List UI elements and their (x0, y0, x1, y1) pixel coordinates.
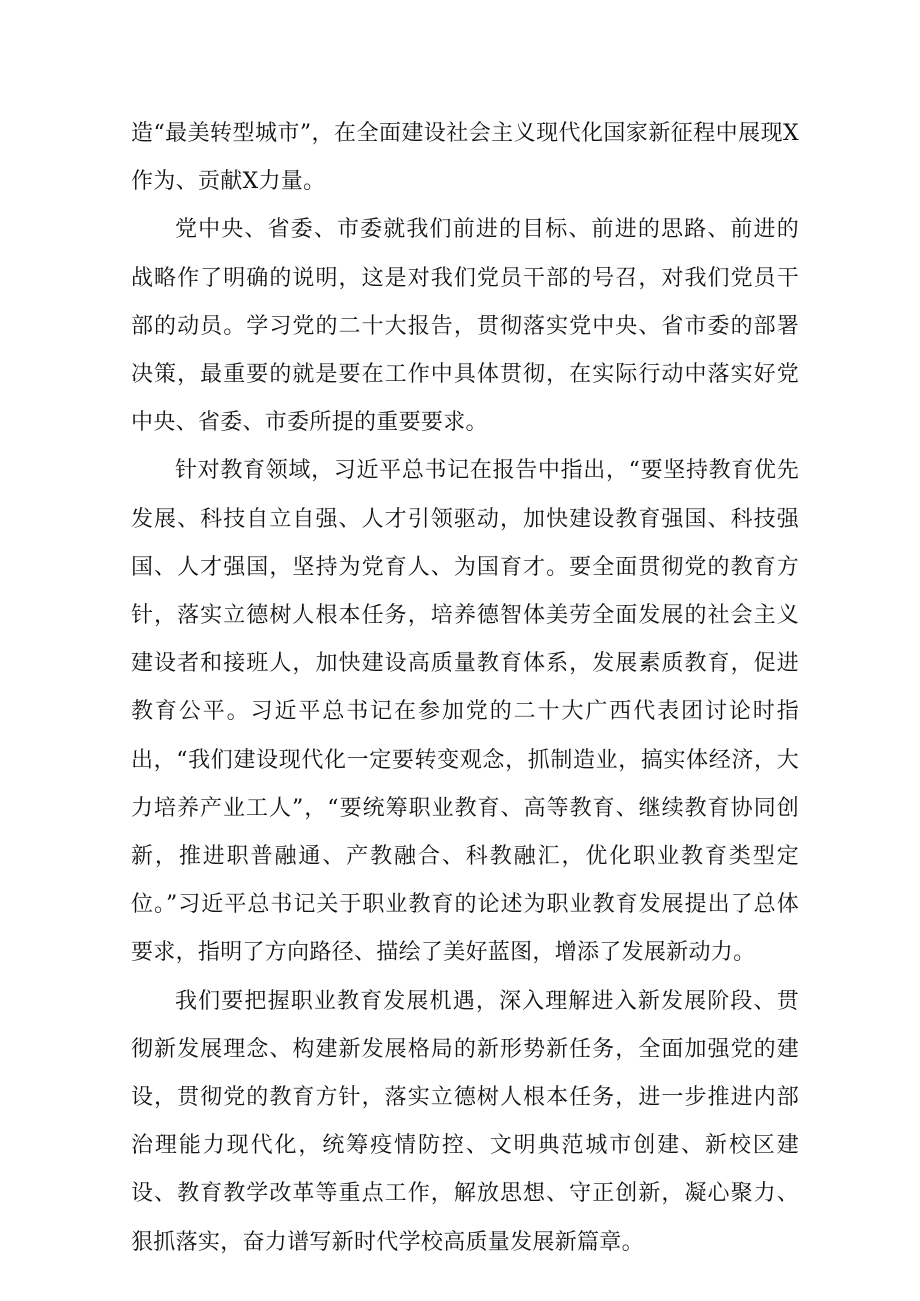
paragraph-2: 党中央、省委、市委就我们前进的目标、前进的思路、前进的战略作了明确的说明，这是对我们党员干部的号召，对我们党员干部的动员。学习党的二十大报告，贯彻落实党中央、省市委的部署决策，最重要的就是要在工作中具体贯彻，在实际行动中落实好党中央、省委、市委所提的重要要求。 (131, 217, 799, 436)
paragraph-1: 造“最美转型城市”，在全面建设社会主义现代化国家新征程中展现X作为、贡献X力量。 (131, 121, 799, 195)
document-body (131, 110, 799, 1267)
paragraph-3: 针对教育领域，习近平总书记在报告中指出，“要坚持教育优先发展、科技自立自强、人才引领驱动，加快建设教育强国、科技强国、人才强国，坚持为党育人、为国育才。要全面贯彻党的教育方针，落实立德树人根本任务，培养德智体美劳全面发展的社会主义建设者和接班人，加快建设高质量教育体系，发展素质教育，促进教育公平。习近平总书记在参加党的二十大广西代表团讨论时指出，“我们建设现代化一定要转变观念，抓制造业，搞实体经济，大力培养产业工人”，“要统筹职业教育、高等教育、继续教育协同创新，推进职普融通、产教融合、科教融汇，优化职业教育类型定位。”习近平总书记关于职业教育的论述为职业教育发展提出了总体要求，指明了方向路径、描绘了美好蓝图，增添了发展新动力。 (131, 458, 799, 966)
paragraph-4: 我们要把握职业教育发展机遇，深入理解进入新发展阶段、贯彻新发展理念、构建新发展格局的新形势新任务，全面加强党的建设，贯彻党的教育方针，落实立德树人根本任务，进一步推进内部治理能力现代化，统筹疫情防控、文明典范城市创建、新校区建设、教育教学改革等重点工作，解放思想、守正创新，凝心聚力、狠抓落实，奋力谱写新时代学校高质量发展新篇章。 (131, 988, 799, 1255)
